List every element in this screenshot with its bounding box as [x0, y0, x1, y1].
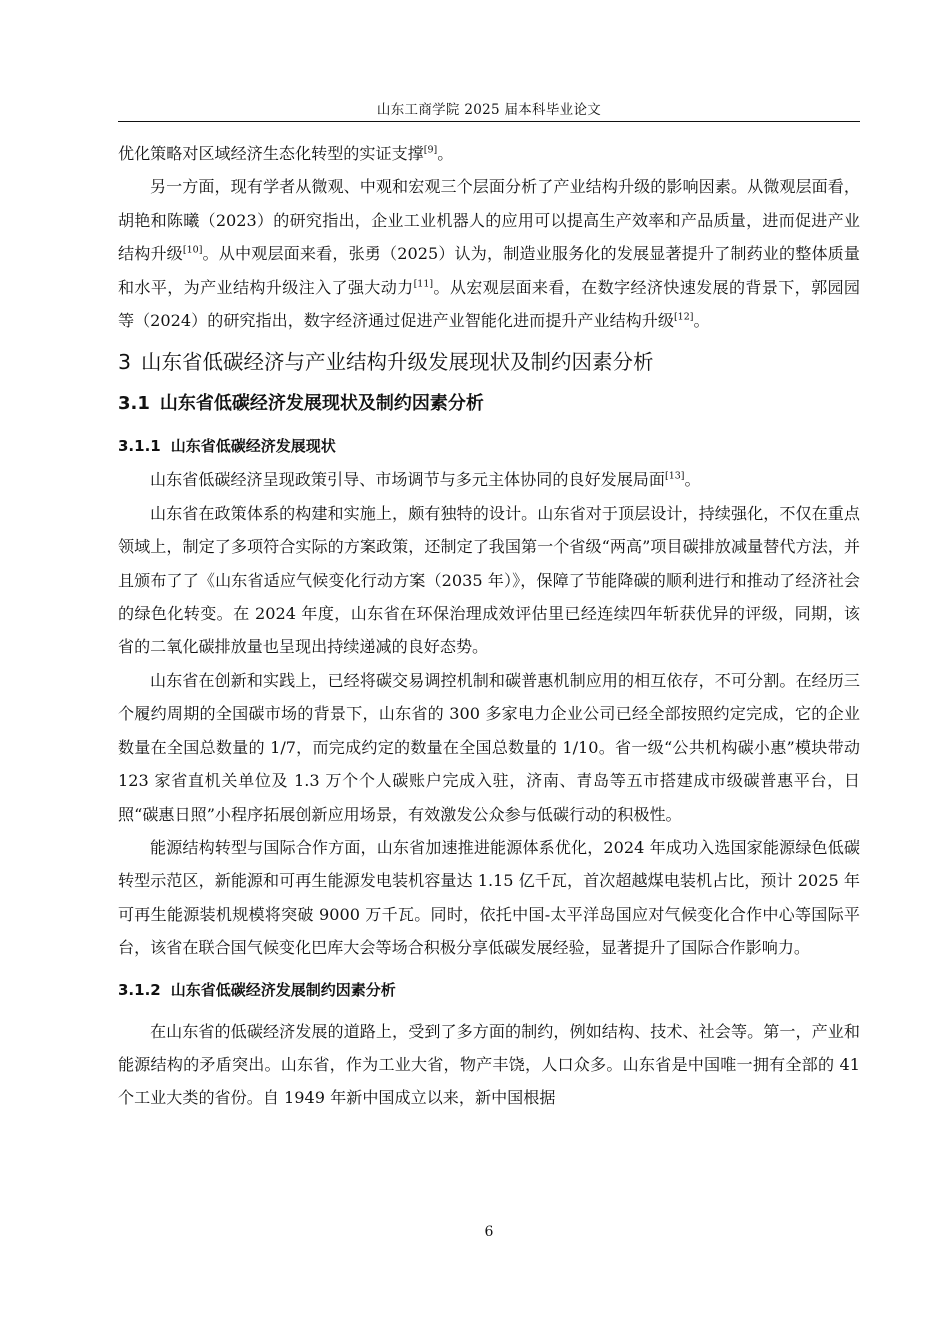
citation-ref: [13]: [665, 470, 685, 482]
section-number: 3.1: [118, 393, 150, 415]
paragraph-tail: 。: [437, 144, 454, 163]
subsection-heading: [118, 429, 860, 463]
paragraph-text: 另一方面，现有学者从微观、中观和宏观三个层面分析了产业结构升级的影响因素。从微观层面看，胡艳和陈曦（2023）的研究指出，企业工业机器人的应用可以提高生产效率和产品质量，进而促进产业结构升级: [118, 177, 860, 264]
paragraph-overview: [118, 463, 860, 496]
paragraph-innovation-practice: 山东省在创新和实践上，已经将碳交易调控机制和碳普惠机制应用的相互依存，不可分割。在经历三个履约周期的全国碳市场的背景下，山东省的 300 多家电力企业公司已经全部按照约定完成，它的企业数量在全国总数量的 1/7，而完成约定的数量在全国总数量的 1/10。省一级“公共机构碳小惠”模块带动 123 家省直机关单位及 1.3 万个个人碳账户完成入驻，济南、青岛等五市搭建成市级碳普惠平台，日照“碳惠日照”小程序拓展创新应用场景，有效激发公众参与低碳行动的积极性。: [118, 670, 860, 824]
citation-ref: [9]: [423, 144, 438, 156]
section-heading: [118, 383, 860, 425]
paragraph-constraints: 在山东省的低碳经济发展的道路上，受到了多方面的制约，例如结构、技术、社会等。第一，产业和能源结构的矛盾突出。山东省，作为工业大省，物产丰饶，人口众多。山东省是中国唯一拥有全部的 41 个工业大类的省份。自 1949 年新中国成立以来，新中国根据: [118, 1021, 860, 1108]
paragraph-influencing-factors: [118, 170, 860, 337]
paragraph-continuation: [118, 137, 860, 170]
running-header: 山东工商学院 2025 届本科毕业论文: [376, 102, 602, 118]
paragraph-tail: 。: [684, 470, 701, 490]
paragraph-text: 。从宏观层面来看，在数字经济快速发展的背景下，郭园园等（2024）的研究指出，数字经济通过促进产业智能化进而提升产业结构升级: [118, 277, 861, 331]
chapter-number: 3: [118, 350, 132, 375]
section-title: 山东省低碳经济发展现状及制约因素分析: [159, 393, 484, 415]
chapter-title: 山东省低碳经济与产业结构升级发展现状及制约因素分析: [141, 350, 654, 375]
paragraph-policy-system: 山东省在政策体系的构建和实施上，颇有独特的设计。山东省对于顶层设计，持续强化，不仅在重点领域上，制定了多项符合实际的方案政策，还制定了我国第一个省级“两高”项目碳排放减量替代方法，并且颁布了了《山东省适应气候变化行动方案（2035 年）》，保障了节能降碳的顺利进行和推动了经济社会的绿色化转变。在 2024 年度，山东省在环保治理成效评估里已经连续四年斩获优异的评级，同期，该省的二氧化碳排放量也呈现出持续递减的良好态势。: [118, 503, 860, 657]
citation-ref: [11]: [413, 277, 434, 289]
subsection-title: 山东省低碳经济发展制约因素分析: [170, 980, 396, 999]
body-content: [118, 137, 860, 1115]
paragraph-text: 。从中观层面来看，张勇（2025）认为，制造业服务化的发展显著提升了制药业的整体质量和水平，为产业结构升级注入了强大动力: [118, 244, 861, 297]
paragraph-tail: 。: [693, 311, 710, 331]
subsection-number: 3.1.1: [118, 437, 161, 456]
paragraph-text: 山东省低碳经济呈现政策引导、市场调节与多元主体协同的良好发展局面: [150, 470, 665, 490]
paragraph-energy-transition: 能源结构转型与国际合作方面，山东省加速推进能源体系优化，2024 年成功入选国家能源绿色低碳转型示范区，新能源和可再生能源发电装机容量达 1.15 亿千瓦，首次超越煤电装机占比，预计 2025 年可再生能源装机规模将突破 9000 万千瓦。同时，依托中国-太平洋岛国应对气候变化合作中心等国际平台，该省在联合国气候变化巴库大会等场合积极分享低碳发展经验，显著提升了国际合作影响力。: [118, 837, 860, 958]
chapter-heading: [118, 344, 860, 380]
citation-ref: [10]: [182, 244, 203, 256]
citation-ref: [12]: [673, 311, 694, 323]
paragraph-text: 优化策略对区域经济生态化转型的实证支撑: [118, 144, 424, 163]
header-rule: [118, 121, 860, 122]
subsection-heading: [118, 973, 860, 1007]
subsection-title: 山东省低碳经济发展现状: [170, 437, 336, 456]
subsection-number: 3.1.2: [118, 980, 161, 999]
page-number: 6: [484, 1224, 494, 1240]
